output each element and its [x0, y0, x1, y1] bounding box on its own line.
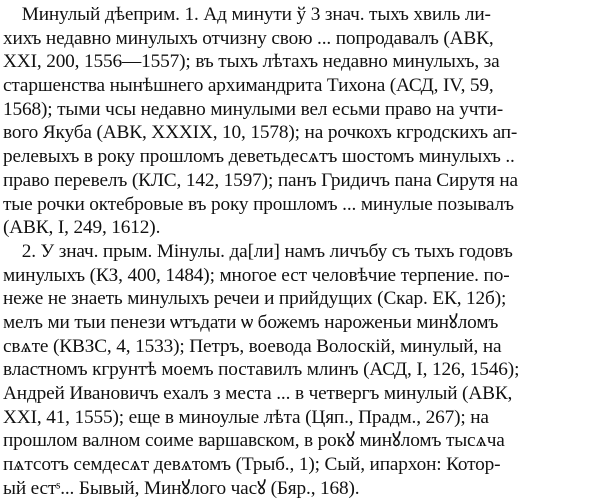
- text-line: старшенства нынѣшнего архимандрита Тихона (АСД, IV, 59,: [3, 75, 494, 97]
- text-line: (АВК, I, 249, 1612).: [3, 217, 161, 239]
- text-line: 2. У знач. прым. Мінулы. да[ли] намъ личъбу съ тыхъ годовъ: [3, 240, 513, 262]
- text-line: ый естˢ... Бывый, Минꙋлого часꙋ (Бяр., 168).: [3, 477, 360, 499]
- text-line: Минулый дѣеприм. 1. Ад минути ў 3 знач. тыхъ хвиль ли-: [3, 4, 491, 25]
- text-line: Андрей Ивановичъ ехалъ з места ... в четвергъ минулый (АВК,: [3, 383, 513, 404]
- text-line: право перевелъ (КЛС, 142, 1597); панъ Гридичъ пана Сирутя на: [3, 169, 518, 191]
- text-line: нежe не знаеть минулыхъ речеи и прийдущих (Скар. ЕК, 12б);: [3, 288, 507, 310]
- text-line: минулыхъ (КЗ, 400, 1484); многое ест человѣчие терпение. по-: [3, 264, 510, 286]
- text-line: XXI, 41, 1555); еще в миноулые лѣта (Цяп., Прадм., 267); на: [3, 406, 489, 428]
- text-line: хихъ недавно минулыхъ отчизну свою ... попродавалъ (АВК,: [3, 27, 494, 49]
- text-line: XXI, 200, 1556—1557); въ тыхъ лѣтахъ недавно минулыхъ, за: [3, 51, 500, 73]
- text-line: релевыхъ в року прошломъ деветьдесѧтъ шостомъ минулыхъ ..: [3, 146, 515, 168]
- text-line: тые рочки октебровые въ року прошломъ ... минулые позывалъ: [3, 193, 514, 215]
- text-line: 1568); тыми чсы недавно минулыми вел есьми право на учти-: [3, 98, 504, 120]
- text-line: властномъ кгрунтѣ моемъ поставилъ млинъ (АСД, I, 126, 1546);: [3, 359, 520, 381]
- dictionary-entry-minulyi: [3, 3, 601, 500]
- text-line: пѧтсотъ семдесѧт девѧтомъ (Трыб., 1); Сый, ипархон: Котор-: [3, 454, 501, 476]
- text-line: вого Якуба (АВК, XXXIX, 10, 1578); на рочкохъ кгродскихъ ап-: [3, 122, 518, 144]
- text-line: прошлом валном соиме варшавском, в рокꙋ минꙋломъ тысѧча: [3, 430, 505, 452]
- text-line: свѧте (КВЗС, 4, 1533); Петръ, воевода Волоскій, минулый, на: [3, 335, 502, 357]
- text-line: мелъ ми тыи пенези ѡтъдати ѡ божемъ нароженьи минꙋломъ: [3, 311, 499, 333]
